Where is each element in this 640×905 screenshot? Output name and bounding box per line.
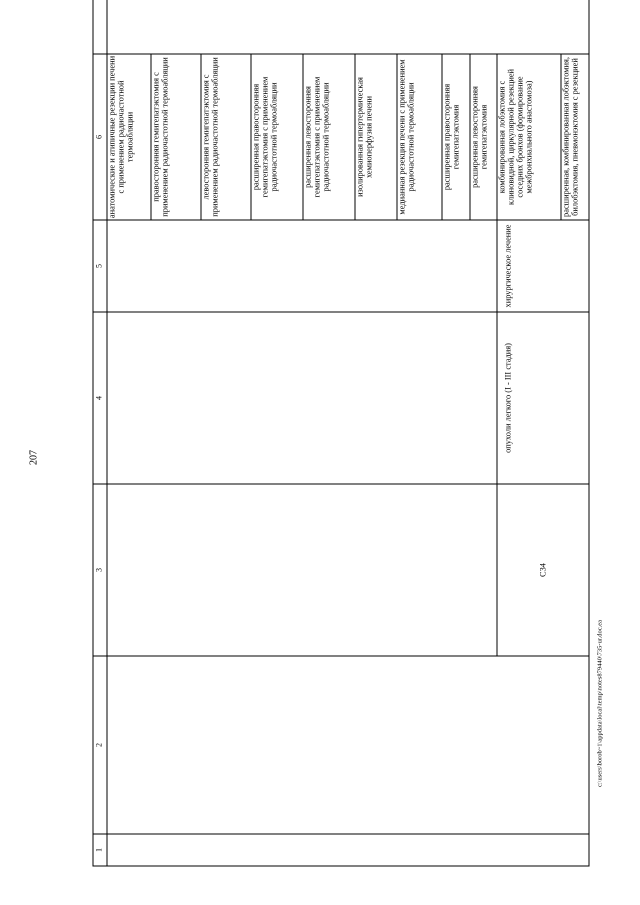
procedure-cell: изолированная гипертермическая хемиоперфузия печени	[355, 54, 397, 220]
header-col-7	[93, 0, 107, 54]
file-path-footer: c:\users\borob~1\appdata\local\temp\notes879440\735-ur.doc.ea	[596, 619, 604, 788]
header-col-4: 4	[93, 312, 107, 484]
cell-empty	[107, 0, 589, 54]
cell-empty	[107, 220, 497, 312]
procedure-cell: медианная резекция печени с применением радиочастотной термоабляции	[397, 54, 442, 220]
header-col-6: 6	[93, 54, 107, 220]
header-row	[93, 0, 107, 866]
diagnosis-cell: опухоли легкого (I - III стадия)	[497, 312, 589, 484]
page-number: 207	[28, 450, 40, 465]
medical-procedures-table	[93, 26, 588, 866]
procedure-cell: расширенная, комбинированная лобэктомия, билобэктомия, пневмонэктомия с резекцией	[561, 54, 589, 220]
procedure-cell: анатомические и атипичные резекции печени с применением радиочастотной термоабляции	[107, 54, 151, 220]
cell-empty	[107, 656, 589, 834]
procedure-cell: правосторонняя гемигепатэктомия с применением радиочастотной термоабляции	[151, 54, 201, 220]
table-row	[107, 0, 151, 866]
header-col-5: 5	[93, 220, 107, 312]
procedure-cell: комбинированная лобэктомия с клиновидной, циркулярной резекцией соседних бронхов (формирование межбронхиального анастомоза)	[497, 54, 561, 220]
cell-empty	[107, 312, 497, 484]
procedure-cell: расширенная правосторонняя гемигепатэктомия	[442, 54, 470, 220]
cell-empty	[107, 834, 589, 866]
icd-code-cell: C34	[497, 484, 589, 656]
treatment-cell: хирургическое лечение	[497, 220, 589, 312]
header-col-3: 3	[93, 484, 107, 656]
procedure-cell: расширенная правосторонняя гемигепатэктомия с применением радиочастотной термоабляции	[251, 54, 303, 220]
cell-empty	[107, 484, 497, 656]
procedure-cell: левосторонняя гемигепатэктомия с применением радиочастотной термоабляции	[201, 54, 251, 220]
header-col-2: 2	[93, 656, 107, 834]
procedure-cell: расширенная левосторонняя гемигепатэктомия с применением радиочастотной термоабляции	[303, 54, 355, 220]
procedure-cell: расширенная левосторонняя гемигепатэктомия	[470, 54, 497, 220]
header-col-1: 1	[93, 834, 107, 866]
